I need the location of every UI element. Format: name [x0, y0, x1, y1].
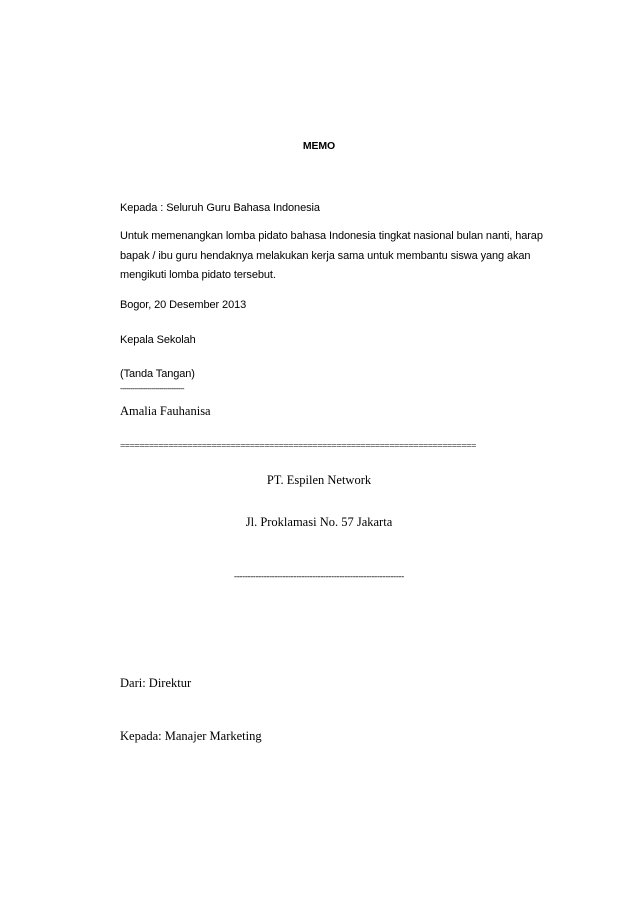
memo-body-line: mengikuti lomba pidato tersebut. — [120, 269, 276, 281]
memo-title: MEMO — [302, 140, 336, 152]
memo-recipient: Kepada : Seluruh Guru Bahasa Indonesia — [120, 202, 320, 214]
place-date: Bogor, 20 Desember 2013 — [120, 299, 247, 311]
sender-position: Kepala Sekolah — [120, 334, 196, 346]
memo-body-line: bapak / ibu guru hendaknya melakukan kerja sama untuk membantu siswa yang akan — [120, 249, 531, 262]
signature-line: ------------------------------- — [120, 384, 184, 393]
letterhead-rule: --------------------------------------------------------------- — [234, 571, 404, 581]
memo-from: Dari: Direktur — [120, 676, 192, 690]
separator-line: ========================================================================== — [120, 442, 476, 452]
memo-body-line: Untuk memenangkan lomba pidato bahasa Indonesia tingkat nasional bulan nanti, harap — [120, 230, 543, 242]
signature-note: (Tanda Tangan) — [120, 368, 195, 380]
memo-body — [120, 227, 550, 286]
company-name: PT. Espilen Network — [266, 473, 372, 487]
signer-name: Amalia Fauhanisa — [120, 404, 211, 418]
memo-to: Kepada: Manajer Marketing — [120, 729, 262, 743]
company-address: Jl. Proklamasi No. 57 Jakarta — [245, 515, 393, 529]
